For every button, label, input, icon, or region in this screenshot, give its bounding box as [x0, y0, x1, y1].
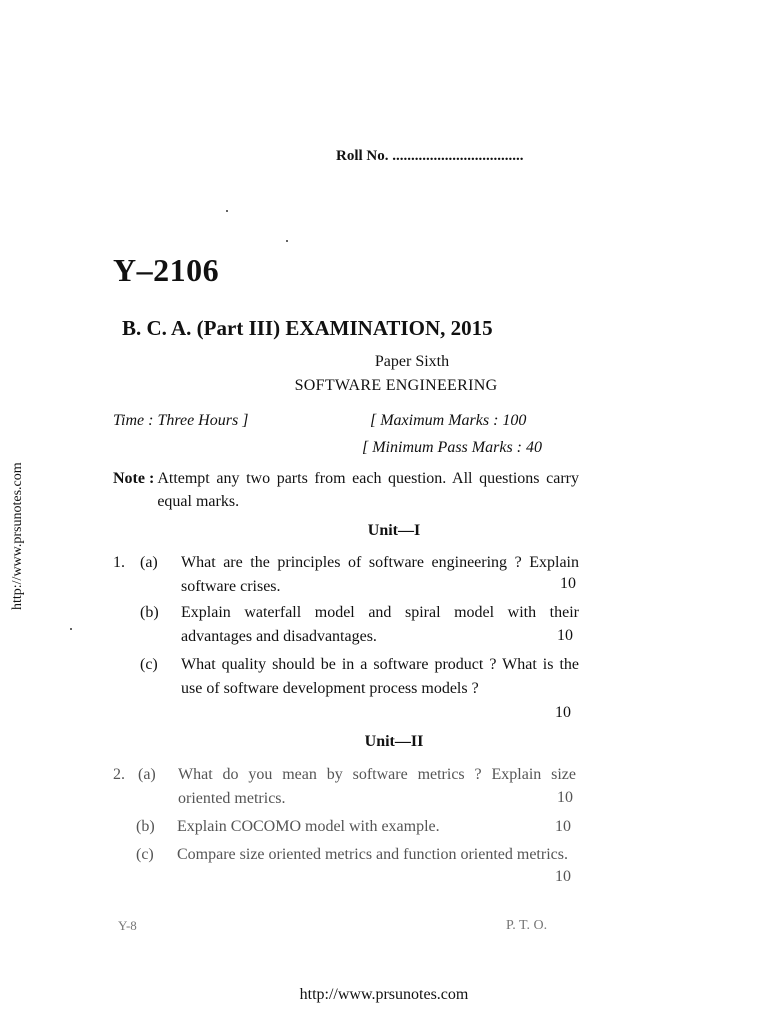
question-number: 2.: [113, 766, 125, 783]
question-part-label: (a): [138, 766, 156, 783]
paper-code: Y–2106: [113, 252, 220, 288]
question-part-label: (b): [140, 604, 159, 621]
note-text: Attempt any two parts from each question. All questions carry equal marks.: [157, 470, 579, 510]
question-number: 1.: [113, 554, 125, 571]
scan-speck: [70, 628, 72, 630]
question-part-text: Explain COCOMO model with example.: [177, 818, 440, 835]
scan-speck: [286, 240, 288, 242]
question-part-text: What quality should be in a software product ? What is the use of software development process models ?: [181, 656, 579, 697]
subject-title: SOFTWARE ENGINEERING: [294, 377, 498, 394]
footer-url: http://www.prsunotes.com: [299, 986, 469, 1003]
question-part-label: (c): [136, 846, 154, 863]
marks-value: 10: [555, 818, 571, 835]
page-code: Y-8: [118, 918, 137, 933]
scan-speck: [226, 210, 228, 212]
marks-value: 10: [560, 575, 576, 592]
time-allowed: Time : Three Hours ]: [113, 412, 249, 429]
page-turn-over: P. T. O.: [506, 918, 548, 933]
marks-value: 10: [557, 789, 573, 806]
minimum-pass-marks: [ Minimum Pass Marks : 40: [362, 439, 542, 456]
question-part-label: (c): [140, 656, 158, 673]
marks-value: 10: [555, 704, 571, 721]
roll-number-field: Roll No. ...................................: [336, 148, 524, 164]
unit-heading-2: Unit—II: [364, 733, 424, 750]
question-part-text: Compare size oriented metrics and function oriented metrics.: [177, 846, 568, 863]
unit-heading-1: Unit—I: [367, 522, 421, 539]
question-part-label: (a): [140, 554, 158, 571]
question-part-label: (b): [136, 818, 155, 835]
question-part-text: Explain waterfall model and spiral model with their advantages and disadvantages.: [181, 604, 579, 645]
question-part-text: What do you mean by software metrics ? Explain size oriented metrics.: [178, 766, 576, 807]
question-part-text: What are the principles of software engineering ? Explain software crises.: [181, 554, 579, 595]
marks-value: 10: [555, 868, 571, 885]
instructions-note: [113, 467, 579, 513]
note-label: Note :: [113, 470, 155, 487]
paper-number: Paper Sixth: [374, 353, 450, 370]
side-watermark-url: http://www.prsunotes.com: [10, 462, 25, 610]
marks-value: 10: [557, 627, 573, 644]
maximum-marks: [ Maximum Marks : 100: [370, 412, 527, 429]
exam-title: B. C. A. (Part III) EXAMINATION, 2015: [122, 316, 493, 340]
